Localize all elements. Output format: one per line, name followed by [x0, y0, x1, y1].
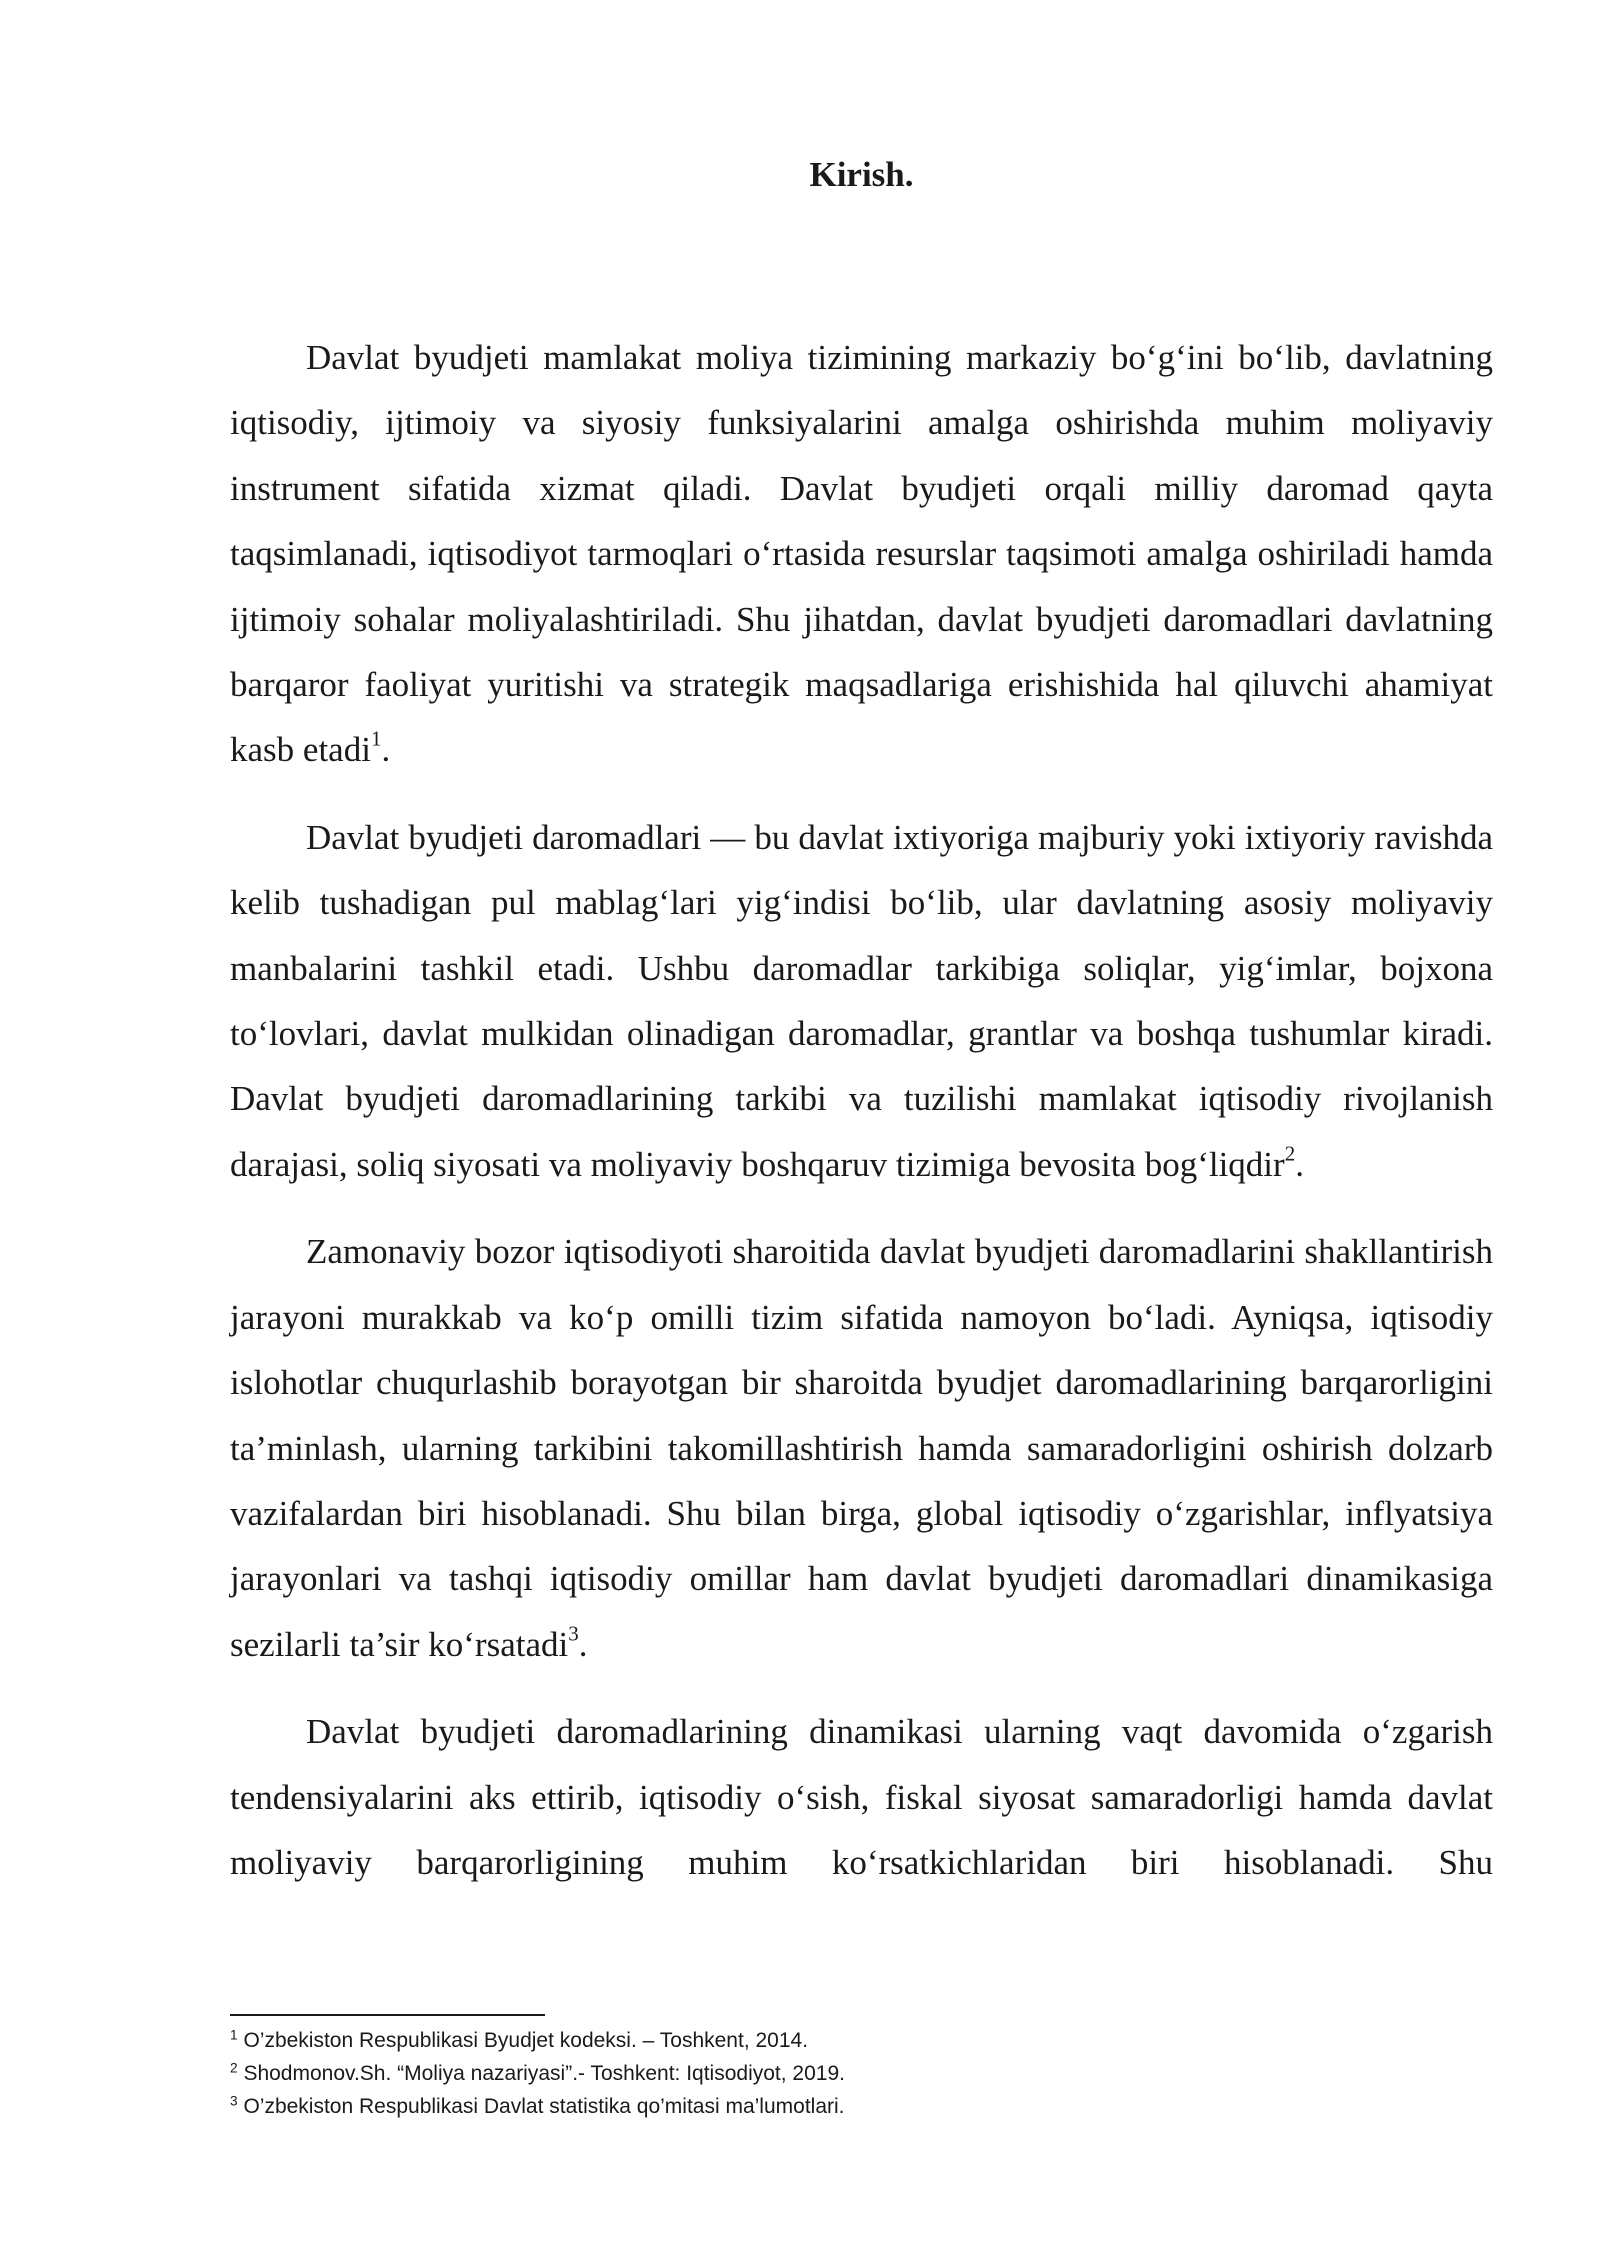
- footnote-1-text: O’zbekiston Respublikasi Byudjet kodeksi. – Toshkent, 2014.: [243, 2029, 809, 2052]
- footnote-2-number: 2: [230, 2060, 238, 2076]
- footnote-3-number: 3: [230, 2093, 238, 2109]
- footnote-1-number: 1: [230, 2027, 238, 2043]
- footnote-2-text: Shodmonov.Sh. “Moliya nazariyasi”.- Toshkent: Iqtisodiyot, 2019.: [243, 2062, 845, 2085]
- footnote-ref-1[interactable]: 1: [370, 726, 382, 751]
- footnote-2: [230, 2057, 1493, 2090]
- paragraph-4: [230, 1699, 1493, 1895]
- paragraph-3-text: Zamonaviy bozor iqtisodiyoti sharoitida davlat byudjeti daromadlarini shakllantirish jarayoni murakkab va ko‘p omilli tizim sifatida namoyon bo‘ladi. Ayniqsa, iqtisodiy islohotlar chuqurlashib borayotgan bir sharoitda byudjet daromadlarining barqarorligini ta’minlash, ularning tarkibini takomillashtirish hamda samaradorligini oshirish dolzarb vazifalardan biri hisoblanadi. Shu bilan birga, global iqtisodiy o‘zgarishlar, inflyatsiya jarayonlari va tashqi iqtisodiy omillar ham davlat byudjeti daromadlari dinamikasiga sezilarli ta’sir ko‘rsatadi: [230, 1232, 1493, 1664]
- paragraph-1-text: Davlat byudjeti mamlakat moliya tizimining markaziy bo‘g‘ini bo‘lib, davlatning iqtisodiy, ijtimoiy va siyosiy funksiyalarini amalga oshirishda muhim moliyaviy instrument sifatida xizmat qiladi. Davlat byudjeti orqali milliy daromad qayta taqsimlanadi, iqtisodiyot tarmoqlari o‘rtasida resurslar taqsimoti amalga oshiriladi hamda ijtimoiy sohalar moliyalashtiriladi. Shu jihatdan, davlat byudjeti daromadlari davlatning barqaror faoliyat yuritishi va strategik maqsadlariga erishishida hal qiluvchi ahamiyat kasb etadi: [230, 338, 1493, 770]
- page-title: Kirish.: [809, 155, 914, 194]
- footnote-3-text: O’zbekiston Respublikasi Davlat statistika qo’mitasi ma’lumotlari.: [243, 2095, 845, 2118]
- paragraph-3: [230, 1219, 1493, 1677]
- footnote-1: [230, 2024, 1493, 2057]
- paragraph-1-end: .: [381, 730, 391, 770]
- body-text: [230, 325, 1493, 1895]
- footnote-separator: [230, 2014, 545, 2016]
- paragraph-3-end: .: [578, 1624, 588, 1664]
- footnote-ref-3[interactable]: 3: [568, 1620, 579, 1645]
- paragraph-4-text: Davlat byudjeti daromadlarining dinamikasi ularning vaqt davomida o‘zgarish tendensiyalarini aks ettirib, iqtisodiy o‘sish, fiskal siyosat samaradorligi hamda davlat moliyaviy barqarorligining muhim ko‘rsatkichlaridan biri hisoblanadi. Shu: [230, 1712, 1493, 1882]
- footnotes: [230, 2024, 1493, 2123]
- paragraph-2: [230, 805, 1493, 1197]
- paragraph-1: [230, 325, 1493, 783]
- footnote-3: [230, 2090, 1493, 2123]
- paragraph-2-end: .: [1295, 1144, 1304, 1184]
- paragraph-2-text: Davlat byudjeti daromadlari — bu davlat ixtiyoriga majburiy yoki ixtiyoriy ravishda kelib tushadigan pul mablag‘lari yig‘indisi bo‘lib, ular davlatning asosiy moliyaviy manbalarini tashkil etadi. Ushbu daromadlar tarkibiga soliqlar, yig‘imlar, bojxona to‘lovlari, davlat mulkidan olinadigan daromadlar, grantlar va boshqa tushumlar kiradi. Davlat byudjeti daromadlarining tarkibi va tuzilishi mamlakat iqtisodiy rivojlanish darajasi, soliq siyosati va moliyaviy boshqaruv tizimiga bevosita bog‘liqdir: [230, 817, 1493, 1184]
- footnote-ref-2[interactable]: 2: [1284, 1141, 1296, 1166]
